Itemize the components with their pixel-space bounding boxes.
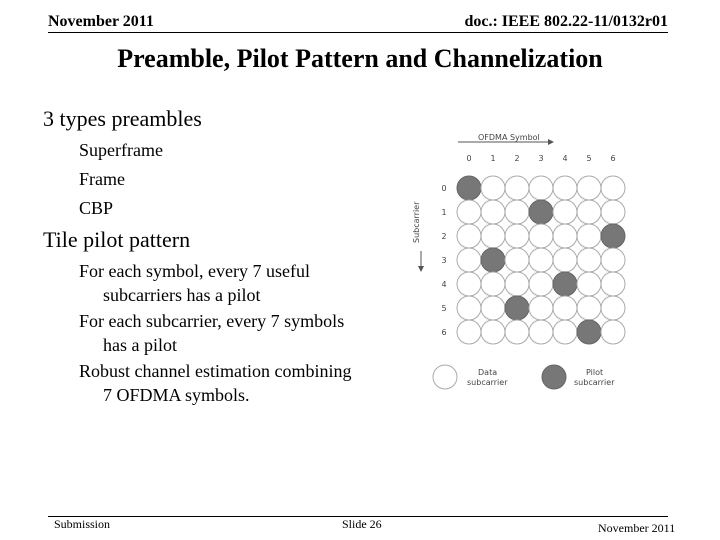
bullet-text: Superframe	[79, 140, 163, 160]
data-subcarrier-cell	[601, 272, 625, 296]
data-subcarrier-cell	[481, 272, 505, 296]
symbol-index-label: 5	[586, 154, 592, 163]
data-subcarrier-cell	[457, 272, 481, 296]
data-subcarrier-cell	[481, 296, 505, 320]
data-subcarrier-cell	[529, 296, 553, 320]
data-subcarrier-cell	[505, 272, 529, 296]
bullet-text: Robust channel estimation combining	[79, 361, 352, 381]
subcarrier-index-label: 0	[441, 184, 447, 193]
bullet-each-subcarrier	[79, 309, 344, 357]
symbol-index-label: 1	[490, 154, 496, 163]
pilot-pattern-diagram	[400, 125, 630, 397]
header-date: November 2011	[48, 13, 154, 30]
data-subcarrier-cell	[553, 296, 577, 320]
footer-date: November 2011	[598, 521, 676, 535]
data-subcarrier-cell	[601, 296, 625, 320]
data-subcarrier-cell	[505, 224, 529, 248]
data-subcarrier-cell	[577, 224, 601, 248]
pilot-subcarrier-cell	[529, 200, 553, 224]
footer-submission: Submission	[54, 517, 111, 531]
bullet-superframe	[79, 138, 163, 162]
section-heading-tile-pilot: Tile pilot pattern	[43, 227, 191, 252]
pilot-subcarrier-cell	[601, 224, 625, 248]
data-subcarrier-cell	[481, 320, 505, 344]
subcarrier-grid	[457, 176, 625, 344]
data-subcarrier-cell	[481, 176, 505, 200]
slide-title: Preamble, Pilot Pattern and Channelization	[117, 44, 603, 73]
bullet-frame	[79, 167, 125, 191]
data-subcarrier-cell	[529, 248, 553, 272]
subcarrier-index-label: 6	[441, 328, 447, 337]
data-subcarrier-cell	[577, 176, 601, 200]
section-heading-preambles: 3 types preambles	[43, 106, 202, 131]
bullet-text-continued: 7 OFDMA symbols.	[103, 385, 250, 405]
pilot-subcarrier-cell	[577, 320, 601, 344]
bullet-text: Frame	[79, 169, 125, 189]
data-subcarrier-cell	[601, 320, 625, 344]
data-subcarrier-cell	[457, 224, 481, 248]
footer-slide-number: Slide 26	[342, 517, 382, 531]
data-subcarrier-cell	[457, 200, 481, 224]
data-subcarrier-cell	[457, 320, 481, 344]
data-subcarrier-cell	[577, 200, 601, 224]
data-subcarrier-cell	[481, 224, 505, 248]
data-subcarrier-cell	[577, 296, 601, 320]
legend-data-circle	[433, 365, 457, 389]
bullet-robust-estimation	[79, 359, 351, 407]
pilot-subcarrier-cell	[481, 248, 505, 272]
symbol-index-label: 3	[538, 154, 544, 163]
symbol-index-label: 2	[514, 154, 520, 163]
data-subcarrier-cell	[601, 248, 625, 272]
legend-data-label-2: subcarrier	[467, 378, 508, 387]
data-subcarrier-cell	[577, 248, 601, 272]
x-axis-label: OFDMA Symbol	[478, 133, 540, 142]
data-subcarrier-cell	[529, 224, 553, 248]
symbol-index-labels	[466, 154, 615, 163]
symbol-index-label: 6	[610, 154, 616, 163]
legend-pilot-circle	[542, 365, 566, 389]
symbol-index-label: 4	[562, 154, 568, 163]
data-subcarrier-cell	[553, 248, 577, 272]
bullet-text-continued: has a pilot	[103, 335, 177, 355]
data-subcarrier-cell	[553, 224, 577, 248]
data-subcarrier-cell	[601, 200, 625, 224]
bullet-text: For each symbol, every 7 useful	[79, 261, 310, 281]
subcarrier-index-label: 2	[441, 232, 447, 241]
data-subcarrier-cell	[505, 200, 529, 224]
pilot-subcarrier-cell	[553, 272, 577, 296]
data-subcarrier-cell	[457, 248, 481, 272]
symbol-index-label: 0	[466, 154, 472, 163]
data-subcarrier-cell	[553, 176, 577, 200]
bullet-text: For each subcarrier, every 7 symbols	[79, 311, 345, 331]
data-subcarrier-cell	[505, 248, 529, 272]
bullet-cbp	[79, 196, 113, 220]
data-subcarrier-cell	[553, 320, 577, 344]
subcarrier-index-label: 1	[441, 208, 447, 217]
y-axis-label: Subcarrier	[412, 201, 421, 243]
subcarrier-index-label: 4	[441, 280, 447, 289]
legend-pilot-label-2: subcarrier	[574, 378, 615, 387]
header-rule	[48, 32, 668, 33]
bullet-each-symbol	[79, 259, 310, 307]
pilot-subcarrier-cell	[457, 176, 481, 200]
bullet-text: CBP	[79, 198, 114, 218]
header-doc-id: doc.: IEEE 802.22-11/0132r01	[464, 13, 668, 30]
data-subcarrier-cell	[601, 176, 625, 200]
data-subcarrier-cell	[505, 320, 529, 344]
subcarrier-index-label: 5	[441, 304, 447, 313]
legend-data-label-1: Data	[478, 368, 498, 377]
pilot-subcarrier-cell	[505, 296, 529, 320]
data-subcarrier-cell	[529, 320, 553, 344]
data-subcarrier-cell	[553, 200, 577, 224]
data-subcarrier-cell	[529, 176, 553, 200]
data-subcarrier-cell	[505, 176, 529, 200]
subcarrier-index-label: 3	[441, 256, 447, 265]
data-subcarrier-cell	[481, 200, 505, 224]
subcarrier-index-labels	[441, 184, 446, 337]
data-subcarrier-cell	[529, 272, 553, 296]
legend-pilot-label-1: Pilot	[586, 368, 604, 377]
data-subcarrier-cell	[577, 272, 601, 296]
bullet-text-continued: subcarriers has a pilot	[103, 285, 261, 305]
data-subcarrier-cell	[457, 296, 481, 320]
